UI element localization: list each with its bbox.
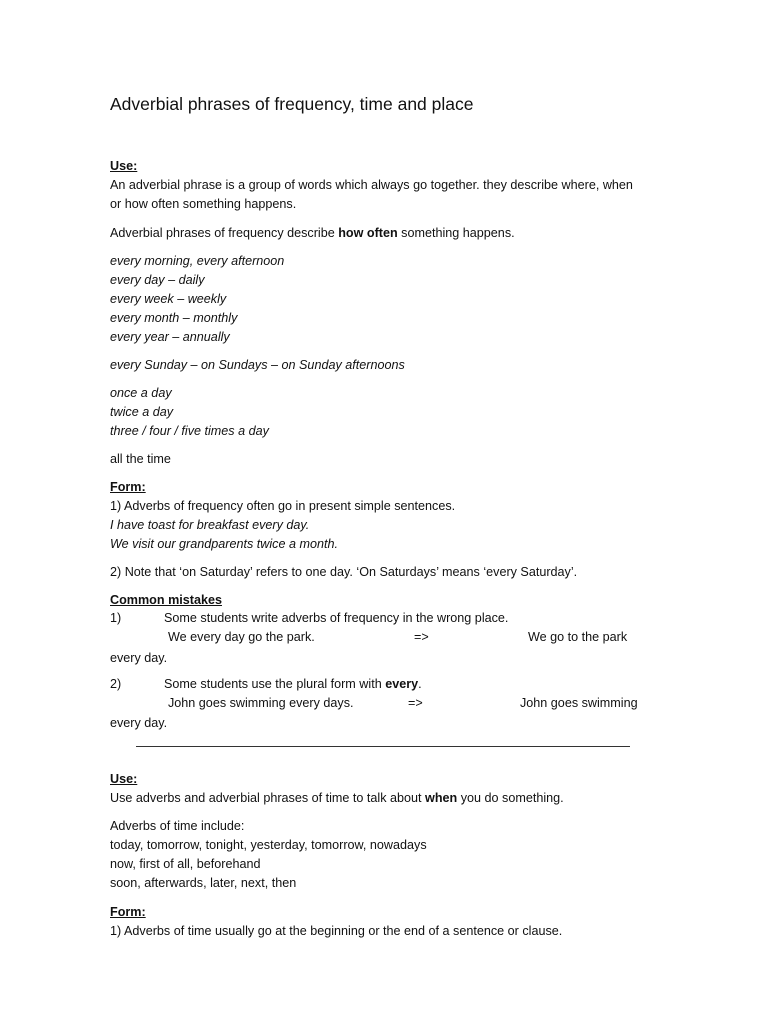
use-text-line-2: or how often something happens. bbox=[110, 197, 297, 211]
time-use-text: Use adverbs and adverbial phrases of time to talk about when you do something. bbox=[110, 791, 564, 805]
section-divider bbox=[136, 746, 630, 747]
mistake-2-arrow: => bbox=[408, 696, 423, 710]
mistake-1-arrow: => bbox=[414, 630, 429, 644]
time-adverbs-line: soon, afterwards, later, next, then bbox=[110, 876, 297, 890]
mistake-1-text: Some students write adverbs of frequency in the wrong place. bbox=[164, 611, 509, 625]
use-heading: Use: bbox=[110, 159, 138, 173]
time-adverbs-line: today, tomorrow, tonight, yesterday, tomorrow, nowadays bbox=[110, 838, 427, 852]
mistake-2-wrong: John goes swimming every days. bbox=[168, 696, 354, 710]
use-heading-time: Use: bbox=[110, 772, 138, 786]
bold-every: every bbox=[385, 677, 419, 691]
bold-how-often: how often bbox=[338, 226, 398, 240]
form-example: I have toast for breakfast every day. bbox=[110, 518, 310, 532]
example-line: every day – daily bbox=[110, 273, 205, 287]
mistake-2-text: Some students use the plural form with every. bbox=[164, 677, 422, 691]
example-line: every Sunday – on Sundays – on Sunday afternoons bbox=[110, 358, 405, 372]
example-line: every month – monthly bbox=[110, 311, 238, 325]
mistake-1-right: We go to the park bbox=[528, 630, 628, 644]
mistake-1-continuation: every day. bbox=[110, 651, 168, 665]
page-title: Adverbial phrases of frequency, time and place bbox=[110, 94, 474, 114]
example-line: all the time bbox=[110, 452, 171, 466]
time-form-point-1: 1) Adverbs of time usually go at the beginning or the end of a sentence or clause. bbox=[110, 924, 563, 938]
time-adverbs-line: now, first of all, beforehand bbox=[110, 857, 261, 871]
example-line: every week – weekly bbox=[110, 292, 227, 306]
form-point-2: 2) Note that ‘on Saturday’ refers to one day. ‘On Saturdays’ means ‘every Saturday’. bbox=[110, 565, 578, 579]
common-mistakes-heading: Common mistakes bbox=[110, 593, 222, 607]
bold-when: when bbox=[425, 791, 458, 805]
mistake-1-number: 1) bbox=[110, 611, 122, 625]
frequency-description: Adverbial phrases of frequency describe how often something happens. bbox=[110, 226, 515, 240]
form-heading: Form: bbox=[110, 480, 146, 494]
mistake-2-number: 2) bbox=[110, 677, 122, 691]
mistake-2-continuation: every day. bbox=[110, 716, 168, 730]
example-line: every morning, every afternoon bbox=[110, 254, 285, 268]
form-example: We visit our grandparents twice a month. bbox=[110, 537, 338, 551]
time-include-label: Adverbs of time include: bbox=[110, 819, 245, 833]
example-line: twice a day bbox=[110, 405, 173, 419]
example-line: three / four / five times a day bbox=[110, 424, 269, 438]
form-point-1: 1) Adverbs of frequency often go in present simple sentences. bbox=[110, 499, 456, 513]
use-text-line-1: An adverbial phrase is a group of words which always go together. they describe where, when bbox=[110, 178, 633, 192]
example-line: every year – annually bbox=[110, 330, 230, 344]
example-line: once a day bbox=[110, 386, 172, 400]
mistake-2-right: John goes swimming bbox=[520, 696, 638, 710]
form-heading-time: Form: bbox=[110, 905, 146, 919]
mistake-1-wrong: We every day go the park. bbox=[168, 630, 315, 644]
